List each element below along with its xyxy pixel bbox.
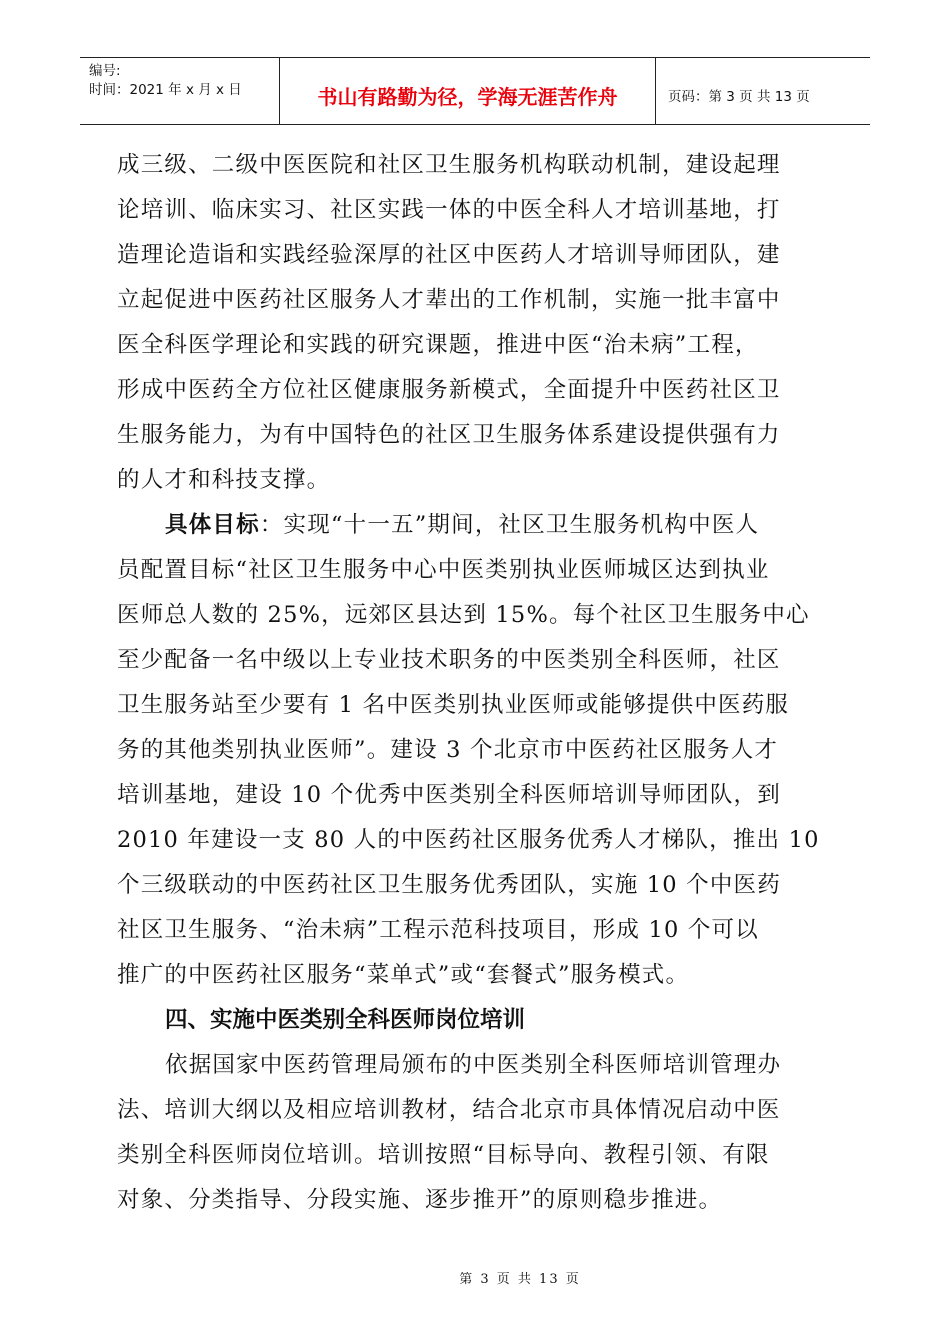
text-line: 依据国家中医药管理局颁布的中医类别全科医师培训管理办 [165,1052,782,1078]
text-line: 法、培训大纲以及相应培训教材，结合北京市具体情况启动中医 [117,1097,781,1123]
page-footer: 第 3 页 共 13 页 [459,1272,581,1287]
text-line: 立起促进中医药社区服务人才辈出的工作机制，实施一批丰富中 [117,287,781,313]
text-line: 卫生服务站至少要有 1 名中医类别执业医师或能够提供中医药服 [117,692,790,718]
paragraph-2 [117,503,837,998]
text-line: 医师总人数的 25%，远郊区县达到 15%。每个社区卫生服务中心 [117,602,810,628]
text-line: 推广的中医药社区服务“菜单式”或“套餐式”服务模式。 [117,962,690,988]
text-line: 类别全科医师岗位培训。培训按照“目标导向、教程引领、有限 [117,1142,770,1168]
text-line: 务的其他类别执业医师”。建设 3 个北京市中医药社区服务人才 [117,737,779,763]
text-line: 对象、分类指导、分段实施、逐步推开”的原则稳步推进。 [117,1187,723,1213]
text-line: 造理论造诣和实践经验深厚的社区中医药人才培训导师团队，建 [117,242,781,268]
paragraph-3 [117,1043,837,1223]
page-header [80,57,870,125]
header-motto: 书山有路勤为径，学海无涯苦作舟 [280,58,656,124]
section-heading: 四、实施中医类别全科医师岗位培训 [165,1007,526,1033]
text-line: 2010 年建设一支 80 人的中医药社区服务优秀人才梯队，推出 10 [117,827,820,853]
header-page-info: 页码：第 3 页 共 13 页 [668,89,810,105]
text-line: 至少配备一名中级以上专业技术职务的中医类别全科医师，社区 [117,647,781,673]
header-meta [80,58,280,124]
paragraph-lead-rest: ：实现“十一五”期间，社区卫生服务机构中医人 [259,512,760,538]
text-line: 医全科医学理论和实践的研究课题，推进中医“治未病”工程， [117,332,759,358]
text-line: 生服务能力，为有中国特色的社区卫生服务体系建设提供强有力 [117,422,781,448]
text-line: 的人才和科技支撑。 [117,467,331,493]
paragraph-1 [117,143,837,503]
text-line [117,503,837,548]
document-date: 时间：2021 年 x 月 x 日 [89,82,242,98]
document-body [117,143,837,1223]
text-line: 形成中医药全方位社区健康服务新模式，全面提升中医药社区卫 [117,377,781,403]
text-line: 论培训、临床实习、社区实践一体的中医全科人才培训基地，打 [117,197,781,223]
document-number-label: 编号: [89,63,121,79]
paragraph-lead: 具体目标 [165,512,260,538]
text-line: 成三级、二级中医医院和社区卫生服务机构联动机制，建设起理 [117,152,781,178]
text-line: 个三级联动的中医药社区卫生服务优秀团队，实施 10 个中医药 [117,872,781,898]
text-line: 社区卫生服务、“治未病”工程示范科技项目，形成 10 个可以 [117,917,759,943]
text-line: 培训基地，建设 10 个优秀中医类别全科医师培训导师团队，到 [117,782,781,808]
text-line: 员配置目标“社区卫生服务中心中医类别执业医师城区达到执业 [117,557,770,583]
